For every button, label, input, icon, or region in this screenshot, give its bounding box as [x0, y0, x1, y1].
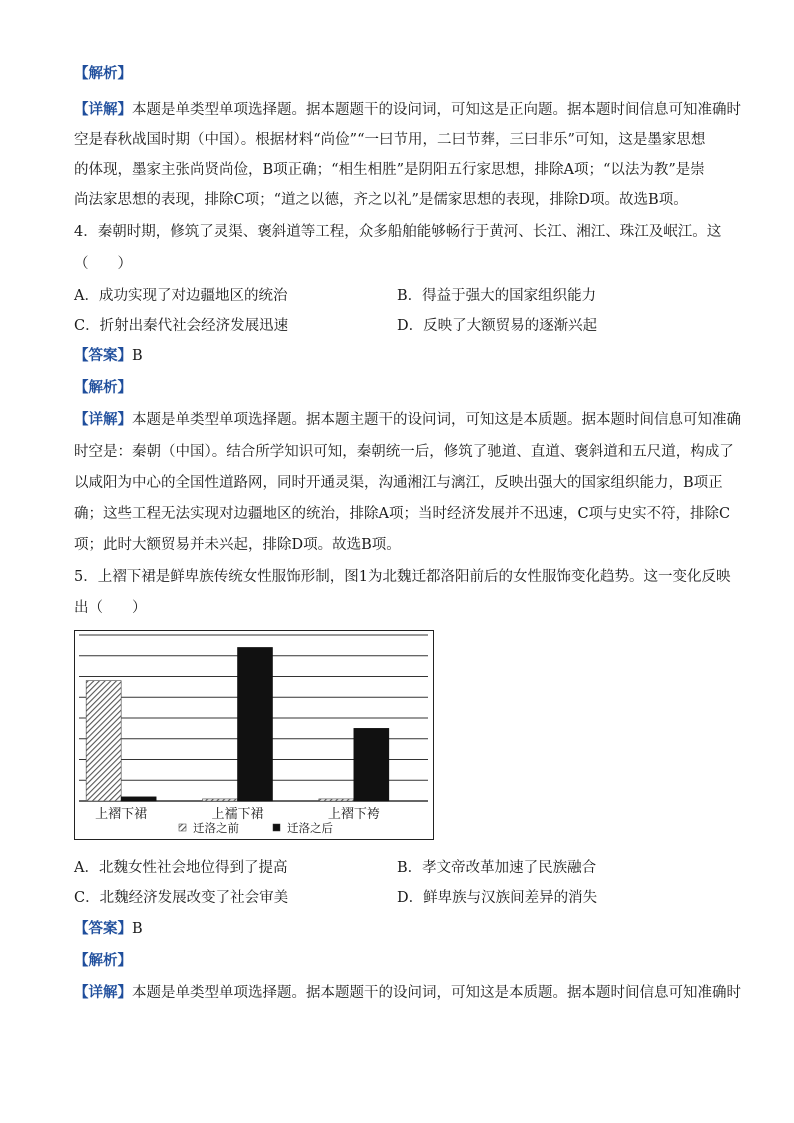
category-label: 上褶下裙 [95, 807, 148, 822]
answer-label: 【答案】 [74, 348, 132, 364]
detail-q3-line-2: 空是春秋战国时期（中国）。根据材料“尚俭”“一曰节用，二曰节葬，三曰非乐”可知，这是墨家思想 [74, 132, 706, 148]
q5-analysis-label: 【解析】 [74, 953, 132, 969]
detail-label: 【详解】 [74, 985, 132, 1001]
category-label: 上襦下裙 [211, 807, 264, 822]
detail-q3-line-4: 尚法家思想的表现，排除C项；“道之以德，齐之以礼”是儒家思想的表现，排除D项。故选B项。 [74, 192, 688, 208]
detail-label: 【详解】 [74, 412, 132, 428]
legend [179, 821, 333, 835]
q4-detail-line-4: 确；这些工程无法实现对边疆地区的统治，排除A项；当时经济发展并不迅速，C项与史实不符，排除C [74, 506, 731, 522]
q5-answer: 【答案】B [74, 921, 143, 937]
bar-before-1 [203, 799, 238, 801]
q5-option-a: A．北魏女性社会地位得到了提高 [74, 860, 288, 876]
legend-swatch-1 [273, 824, 280, 831]
q5-stem-line-2: 出（ ） [74, 600, 147, 616]
q5-detail-line-1: 【详解】本题是单类型单项选择题。据本题题干的设问词，可知这是本质题。据本题时间信息可知准确时 [74, 985, 741, 1001]
legend-swatch-0 [179, 824, 186, 831]
answer-label: 【答案】 [74, 921, 132, 937]
q4-detail-line-2: 时空是：秦朝（中国）。结合所学知识可知，秦朝统一后，修筑了驰道、直道、褒斜道和五尺道，构成了 [74, 444, 734, 460]
q5-option-b: B．孝文帝改革加速了民族融合 [397, 860, 597, 876]
clothing-bar-chart [74, 630, 434, 840]
q4-stem-line-1: 4．秦朝时期，修筑了灵渠、褒斜道等工程，众多船舶能够畅行于黄河、长江、湘江、珠江及岷江。这 [74, 224, 722, 240]
q5-option-d: D．鲜卑族与汉族间差异的消失 [397, 890, 598, 906]
bar-after-2 [354, 728, 389, 801]
q4-answer: 【答案】B [74, 348, 143, 364]
chart-svg [75, 631, 432, 838]
detail-q3-line-1: 【详解】本题是单类型单项选择题。据本题题干的设问词，可知这是正向题。据本题时间信息可知准确时 [74, 102, 741, 118]
bar-before-2 [319, 799, 354, 801]
bars [86, 647, 389, 801]
q4-option-a: A．成功实现了对边疆地区的统治 [74, 288, 288, 304]
bar-before-0 [86, 681, 121, 801]
detail-label: 【详解】 [74, 102, 132, 118]
q4-analysis-label: 【解析】 [74, 380, 132, 396]
analysis-label: 【解析】 [74, 66, 132, 82]
q5-stem-line-1: 5．上褶下裙是鲜卑族传统女性服饰形制，图1为北魏迁都洛阳前后的女性服饰变化趋势。这一变化反映 [74, 569, 731, 585]
legend-label-0: 迁洛之前 [193, 821, 239, 835]
bar-after-0 [121, 797, 156, 801]
legend-label-1: 迁洛之后 [287, 821, 333, 835]
bar-after-1 [238, 647, 273, 801]
detail-q3-line-3: 的体现，墨家主张尚贤尚俭，B项正确；“相生相胜”是阴阳五行家思想，排除A项；“以法为教”是崇 [74, 162, 705, 178]
q4-detail-line-1: 【详解】本题是单类型单项选择题。据本题主题干的设问词，可知这是本质题。据本题时间信息可知准确 [74, 412, 741, 428]
q4-option-d: D．反映了大额贸易的逐渐兴起 [397, 318, 598, 334]
q5-option-c: C．北魏经济发展改变了社会审美 [74, 890, 289, 906]
category-labels [95, 807, 380, 822]
q4-detail-line-5: 项；此时大额贸易并未兴起，排除D项。故选B项。 [74, 537, 401, 553]
q4-stem-line-2: （ ） [74, 256, 132, 272]
category-label: 上褶下袴 [327, 807, 380, 822]
q4-option-b: B．得益于强大的国家组织能力 [397, 288, 597, 304]
q4-option-c: C．折射出秦代社会经济发展迅速 [74, 318, 289, 334]
q4-detail-line-3: 以咸阳为中心的全国性道路网，同时开通灵渠，沟通湘江与漓江，反映出强大的国家组织能力，B项正 [74, 475, 723, 491]
